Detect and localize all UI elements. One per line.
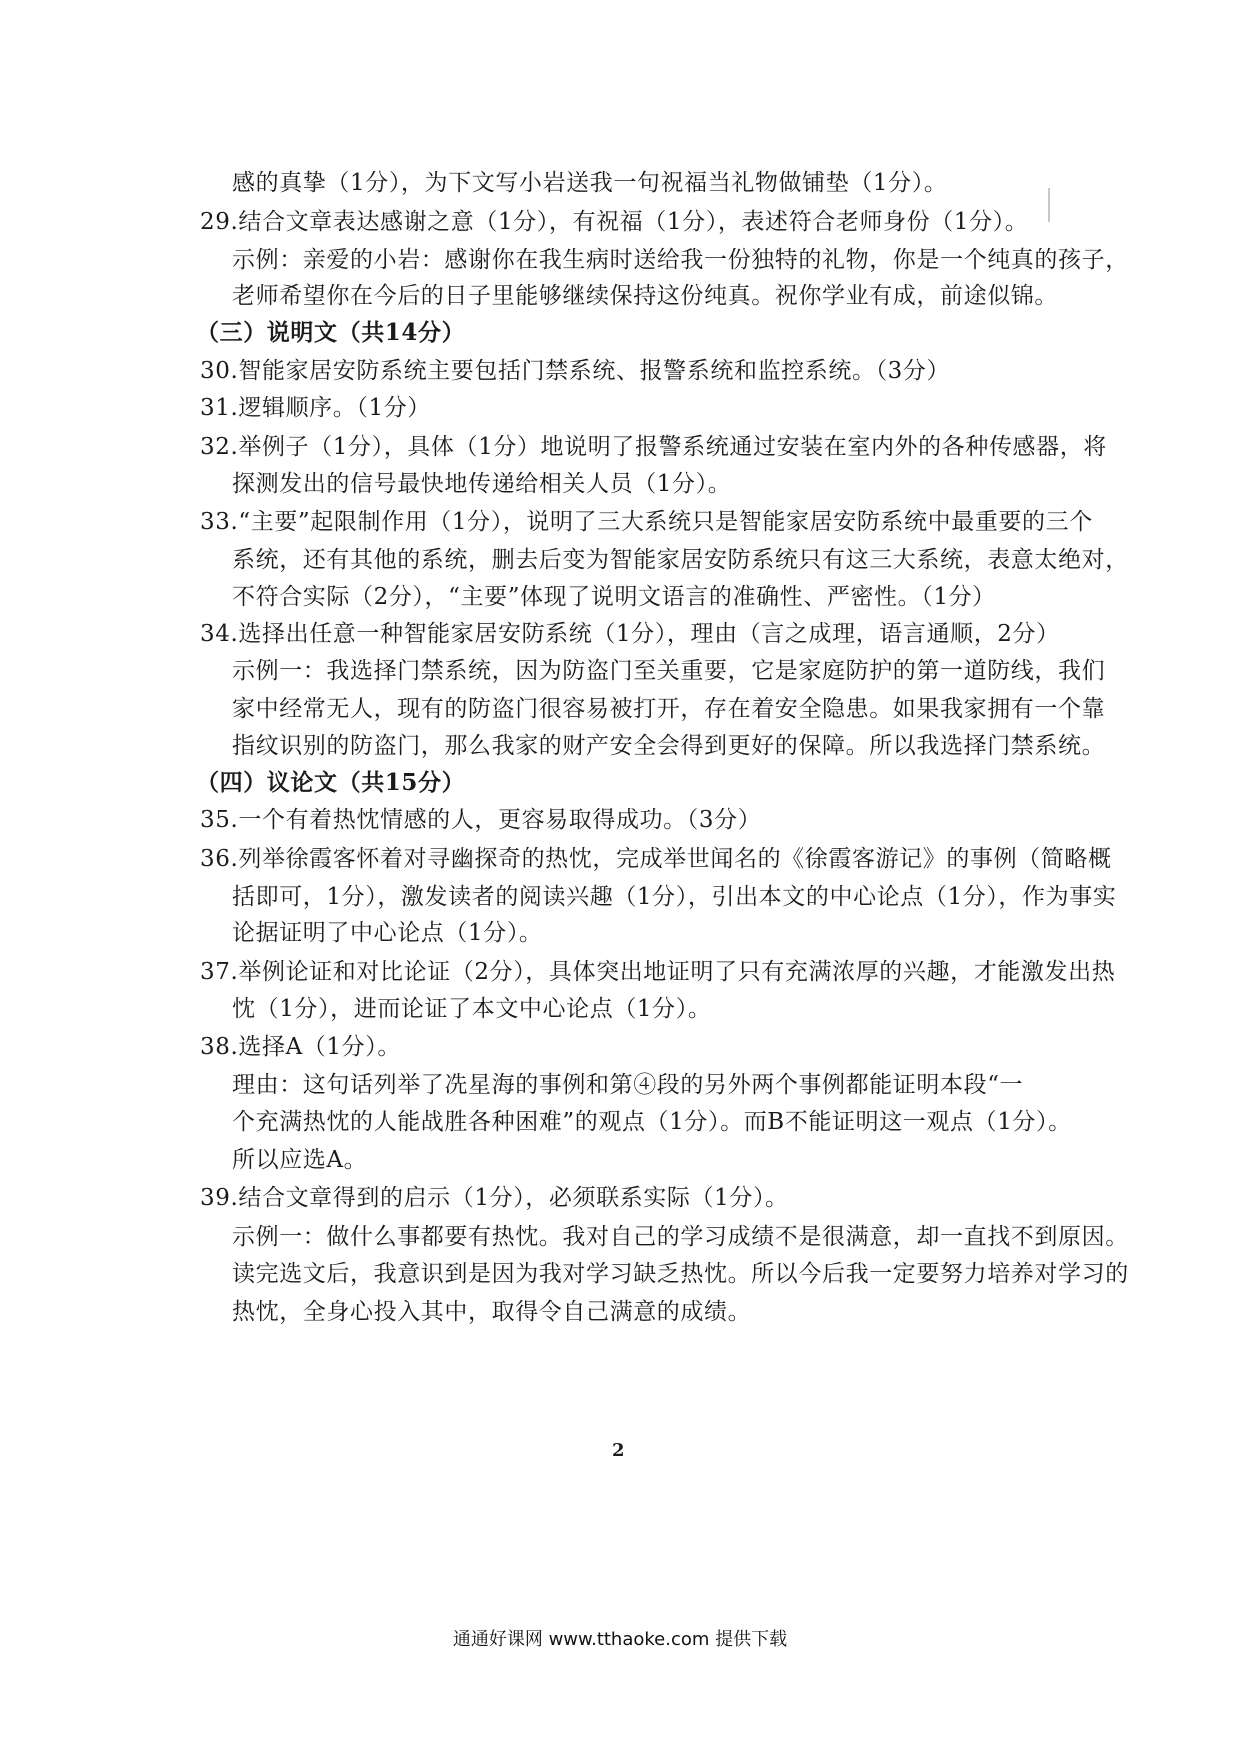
answer-30: 30.智能家居安防系统主要包括门禁系统、报警系统和监控系统。（3分）	[200, 358, 951, 384]
text-line: 感的真挚（1分），为下文写小岩送我一句祝福当礼物做铺垫（1分）。	[232, 170, 948, 196]
answer-35: 35.一个有着热忱情感的人，更容易取得成功。（3分）	[200, 807, 762, 833]
answer-29: 29.结合文章表达感谢之意（1分），有祝福（1分），表述符合老师身份（1分）。	[200, 209, 1029, 235]
text-line: 示例：亲爱的小岩：感谢你在我生病时送给我一份独特的礼物，你是一个纯真的孩子，	[232, 247, 1129, 273]
text-line: 系统，还有其他的系统，删去后变为智能家居安防系统只有这三大系统，表意太绝对，	[232, 547, 1129, 573]
answer-37: 37.举例论证和对比论证（2分），具体突出地证明了只有充满浓厚的兴趣，才能激发出热	[200, 959, 1116, 985]
text-line: 忱（1分），进而论证了本文中心论点（1分）。	[232, 996, 712, 1022]
text-line: 家中经常无人，现有的防盗门很容易被打开，存在着安全隐患。如果我家拥有一个靠	[232, 696, 1106, 722]
text-line: 示例一：做什么事都要有热忱。我对自己的学习成绩不是很满意，却一直找不到原因。	[232, 1224, 1129, 1250]
section-heading-argumentative: （四）议论文（共15分）	[196, 769, 466, 796]
answer-32: 32.举例子（1分），具体（1分）地说明了报警系统通过安装在室内外的各种传感器，将	[200, 434, 1107, 460]
answer-38: 38.选择A（1分）。	[200, 1034, 401, 1060]
text-line: 探测发出的信号最快地传递给相关人员（1分）。	[232, 471, 732, 497]
text-line: 不符合实际（2分），“主要”体现了说明文语言的准确性、严密性。（1分）	[232, 584, 996, 610]
answer-39: 39.结合文章得到的启示（1分），必须联系实际（1分）。	[200, 1185, 789, 1211]
answer-34: 34.选择出任意一种智能家居安防系统（1分），理由（言之成理，语言通顺，2分）	[200, 621, 1060, 647]
answer-36: 36.列举徐霞客怀着对寻幽探奇的热忱，完成举世闻名的《徐霞客游记》的事例（简略概	[200, 846, 1112, 872]
page-number: 2	[612, 1440, 625, 1461]
answer-31: 31.逻辑顺序。（1分）	[200, 395, 431, 421]
text-line: 理由：这句话列举了冼星海的事例和第④段的另外两个事例都能证明本段“一	[232, 1072, 1024, 1098]
text-line: 指纹识别的防盗门，那么我家的财产安全会得到更好的保障。所以我选择门禁系统。	[232, 733, 1106, 759]
text-line: 热忱，全身心投入其中，取得令自己满意的成绩。	[232, 1299, 752, 1325]
text-line: 读完选文后，我意识到是因为我对学习缺乏热忱。所以今后我一定要努力培养对学习的	[232, 1261, 1129, 1287]
download-footer: 通通好课网 www.tthaoke.com 提供下载	[452, 1629, 788, 1650]
text-line: 示例一：我选择门禁系统，因为防盗门至关重要，它是家庭防护的第一道防线，我们	[232, 658, 1106, 684]
text-line: 个充满热忱的人能战胜各种困难”的观点（1分）。而B不能证明这一观点（1分）。	[232, 1109, 1072, 1135]
text-line: 老师希望你在今后的日子里能够继续保持这份纯真。祝你学业有成，前途似锦。	[232, 283, 1058, 309]
section-heading-expository: （三）说明文（共14分）	[196, 319, 466, 346]
answer-33: 33.“主要”起限制作用（1分），说明了三大系统只是智能家居安防系统中最重要的三个	[200, 509, 1093, 535]
scan-artifact	[1048, 188, 1050, 222]
text-line: 所以应选A。	[232, 1147, 368, 1173]
text-line: 括即可，1分），激发读者的阅读兴趣（1分），引出本文的中心论点（1分），作为事实	[232, 884, 1117, 910]
text-line: 论据证明了中心论点（1分）。	[232, 920, 543, 946]
